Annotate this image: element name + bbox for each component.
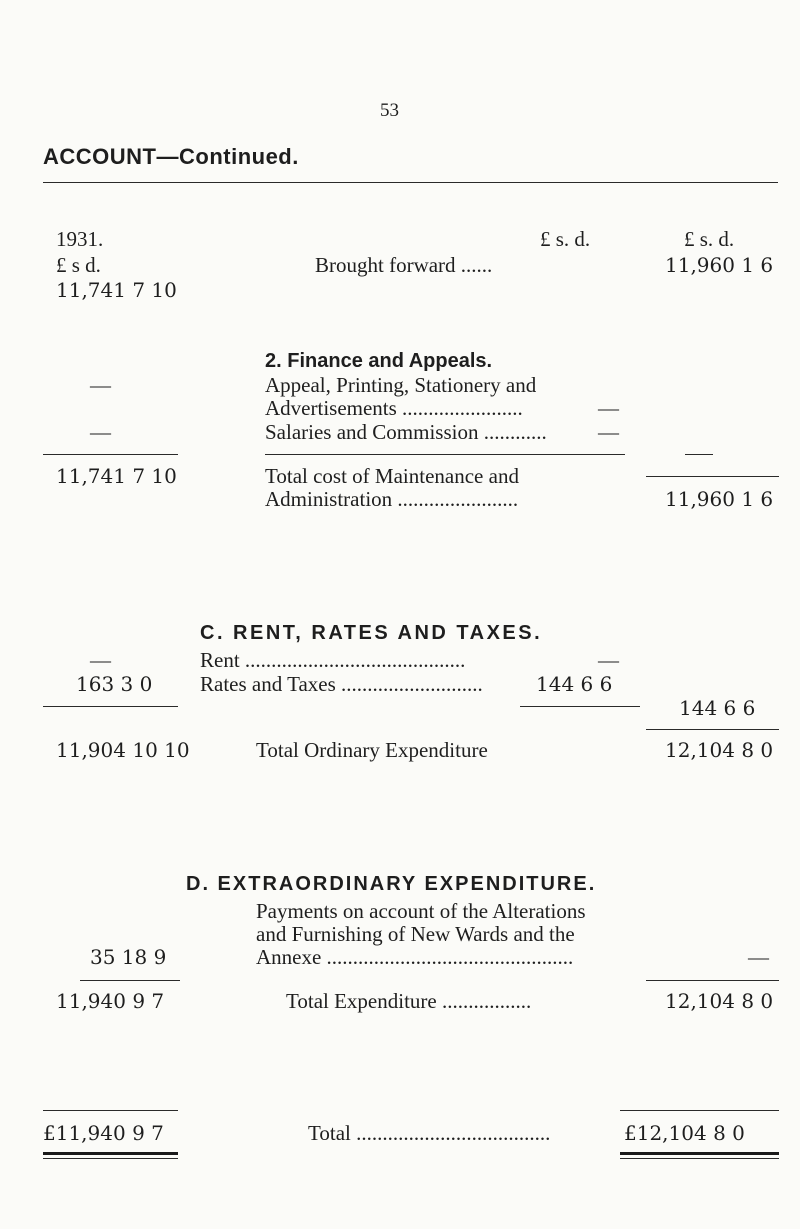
section-c-prev-rule [43,706,178,707]
section-c-rent-label: Rent .......................................... [200,648,466,672]
section-d-prev: 35 18 9 [90,945,167,969]
section-c-heading: C. RENT, RATES AND TAXES. [200,622,543,644]
section-d-total-prev: 11,940 9 7 [56,989,165,1013]
section-2-total-amount: 11,960 1 6 [665,487,774,511]
grand-total-prev: £11,940 9 7 [43,1121,164,1145]
section-2-item-1-line2: Advertisements ....................... [265,396,523,420]
section-2-total-line2: Administration ....................... [265,487,519,511]
section-2-outer-rule-a [685,454,713,455]
grand-total-amount: £12,104 8 0 [624,1121,745,1145]
outer-units-heading: £ s. d. [684,227,735,251]
section-d-prev-rule [80,980,180,981]
section-2-heading: 2. Finance and Appeals. [265,350,493,372]
prev-units-heading: £ s d. [56,253,101,277]
section-d-amount: — [748,945,769,969]
brought-forward-label: Brought forward ...... [315,253,493,277]
section-d-total-label: Total Expenditure ................. [286,989,532,1013]
section-2-outer-rule-b [646,476,779,477]
section-2-item-2-line1: Salaries and Commission ............ [265,420,547,444]
section-c-rates-prev: 163 3 0 [76,672,153,696]
grand-total-label: Total ..................................... [308,1121,551,1145]
inner-units-heading: £ s. d. [540,227,591,251]
section-d-line-2: and Furnishing of New Wards and the [256,922,575,946]
section-c-rent-prev: — [90,648,111,672]
year-heading: 1931. [56,227,104,251]
page-number: 53 [380,100,399,121]
grand-total-outer-double-rule-1 [620,1152,779,1155]
section-d-line-3: Annexe ............................................... [256,945,574,969]
section-d-line-1: Payments on account of the Alterations [256,899,586,923]
grand-total-outer-top-rule [620,1110,779,1111]
section-2-inner-rule [265,454,625,455]
section-c-outer-rule [646,729,779,730]
grand-total-prev-double-rule-1 [43,1152,178,1155]
section-2-item-1-prev: — [90,373,111,397]
section-2-prev-rule [43,454,178,455]
brought-forward-amount: 11,960 1 6 [665,253,774,277]
section-c-total-prev: 11,904 10 10 [56,738,190,762]
section-d-total-amount: 12,104 8 0 [665,989,774,1013]
section-2-item-2-inner: — [598,420,619,444]
section-c-subtotal: 144 6 6 [679,696,756,720]
section-c-rates-label: Rates and Taxes ........................... [200,672,483,696]
section-c-inner-rule [520,706,640,707]
grand-total-prev-double-rule-2 [43,1158,178,1159]
brought-forward-prev: 11,741 7 10 [56,278,177,302]
section-2-item-2-prev: — [90,420,111,444]
header-rule [43,182,778,183]
grand-total-outer-double-rule-2 [620,1158,779,1159]
section-c-total-amount: 12,104 8 0 [665,738,774,762]
section-c-rent-inner: — [598,648,619,672]
grand-total-prev-top-rule [43,1110,178,1111]
section-d-heading: D. EXTRAORDINARY EXPENDITURE. [186,873,597,895]
section-2-total-prev: 11,741 7 10 [56,464,177,488]
section-2-total-line1: Total cost of Maintenance and [265,464,519,488]
section-c-total-label: Total Ordinary Expenditure [256,738,488,762]
section-c-rates-inner: 144 6 6 [536,672,613,696]
section-2-item-1-line1: Appeal, Printing, Stationery and [265,373,537,397]
section-d-outer-rule [646,980,779,981]
section-2-item-1-inner: — [598,396,619,420]
page-title: ACCOUNT—Continued. [43,144,299,169]
